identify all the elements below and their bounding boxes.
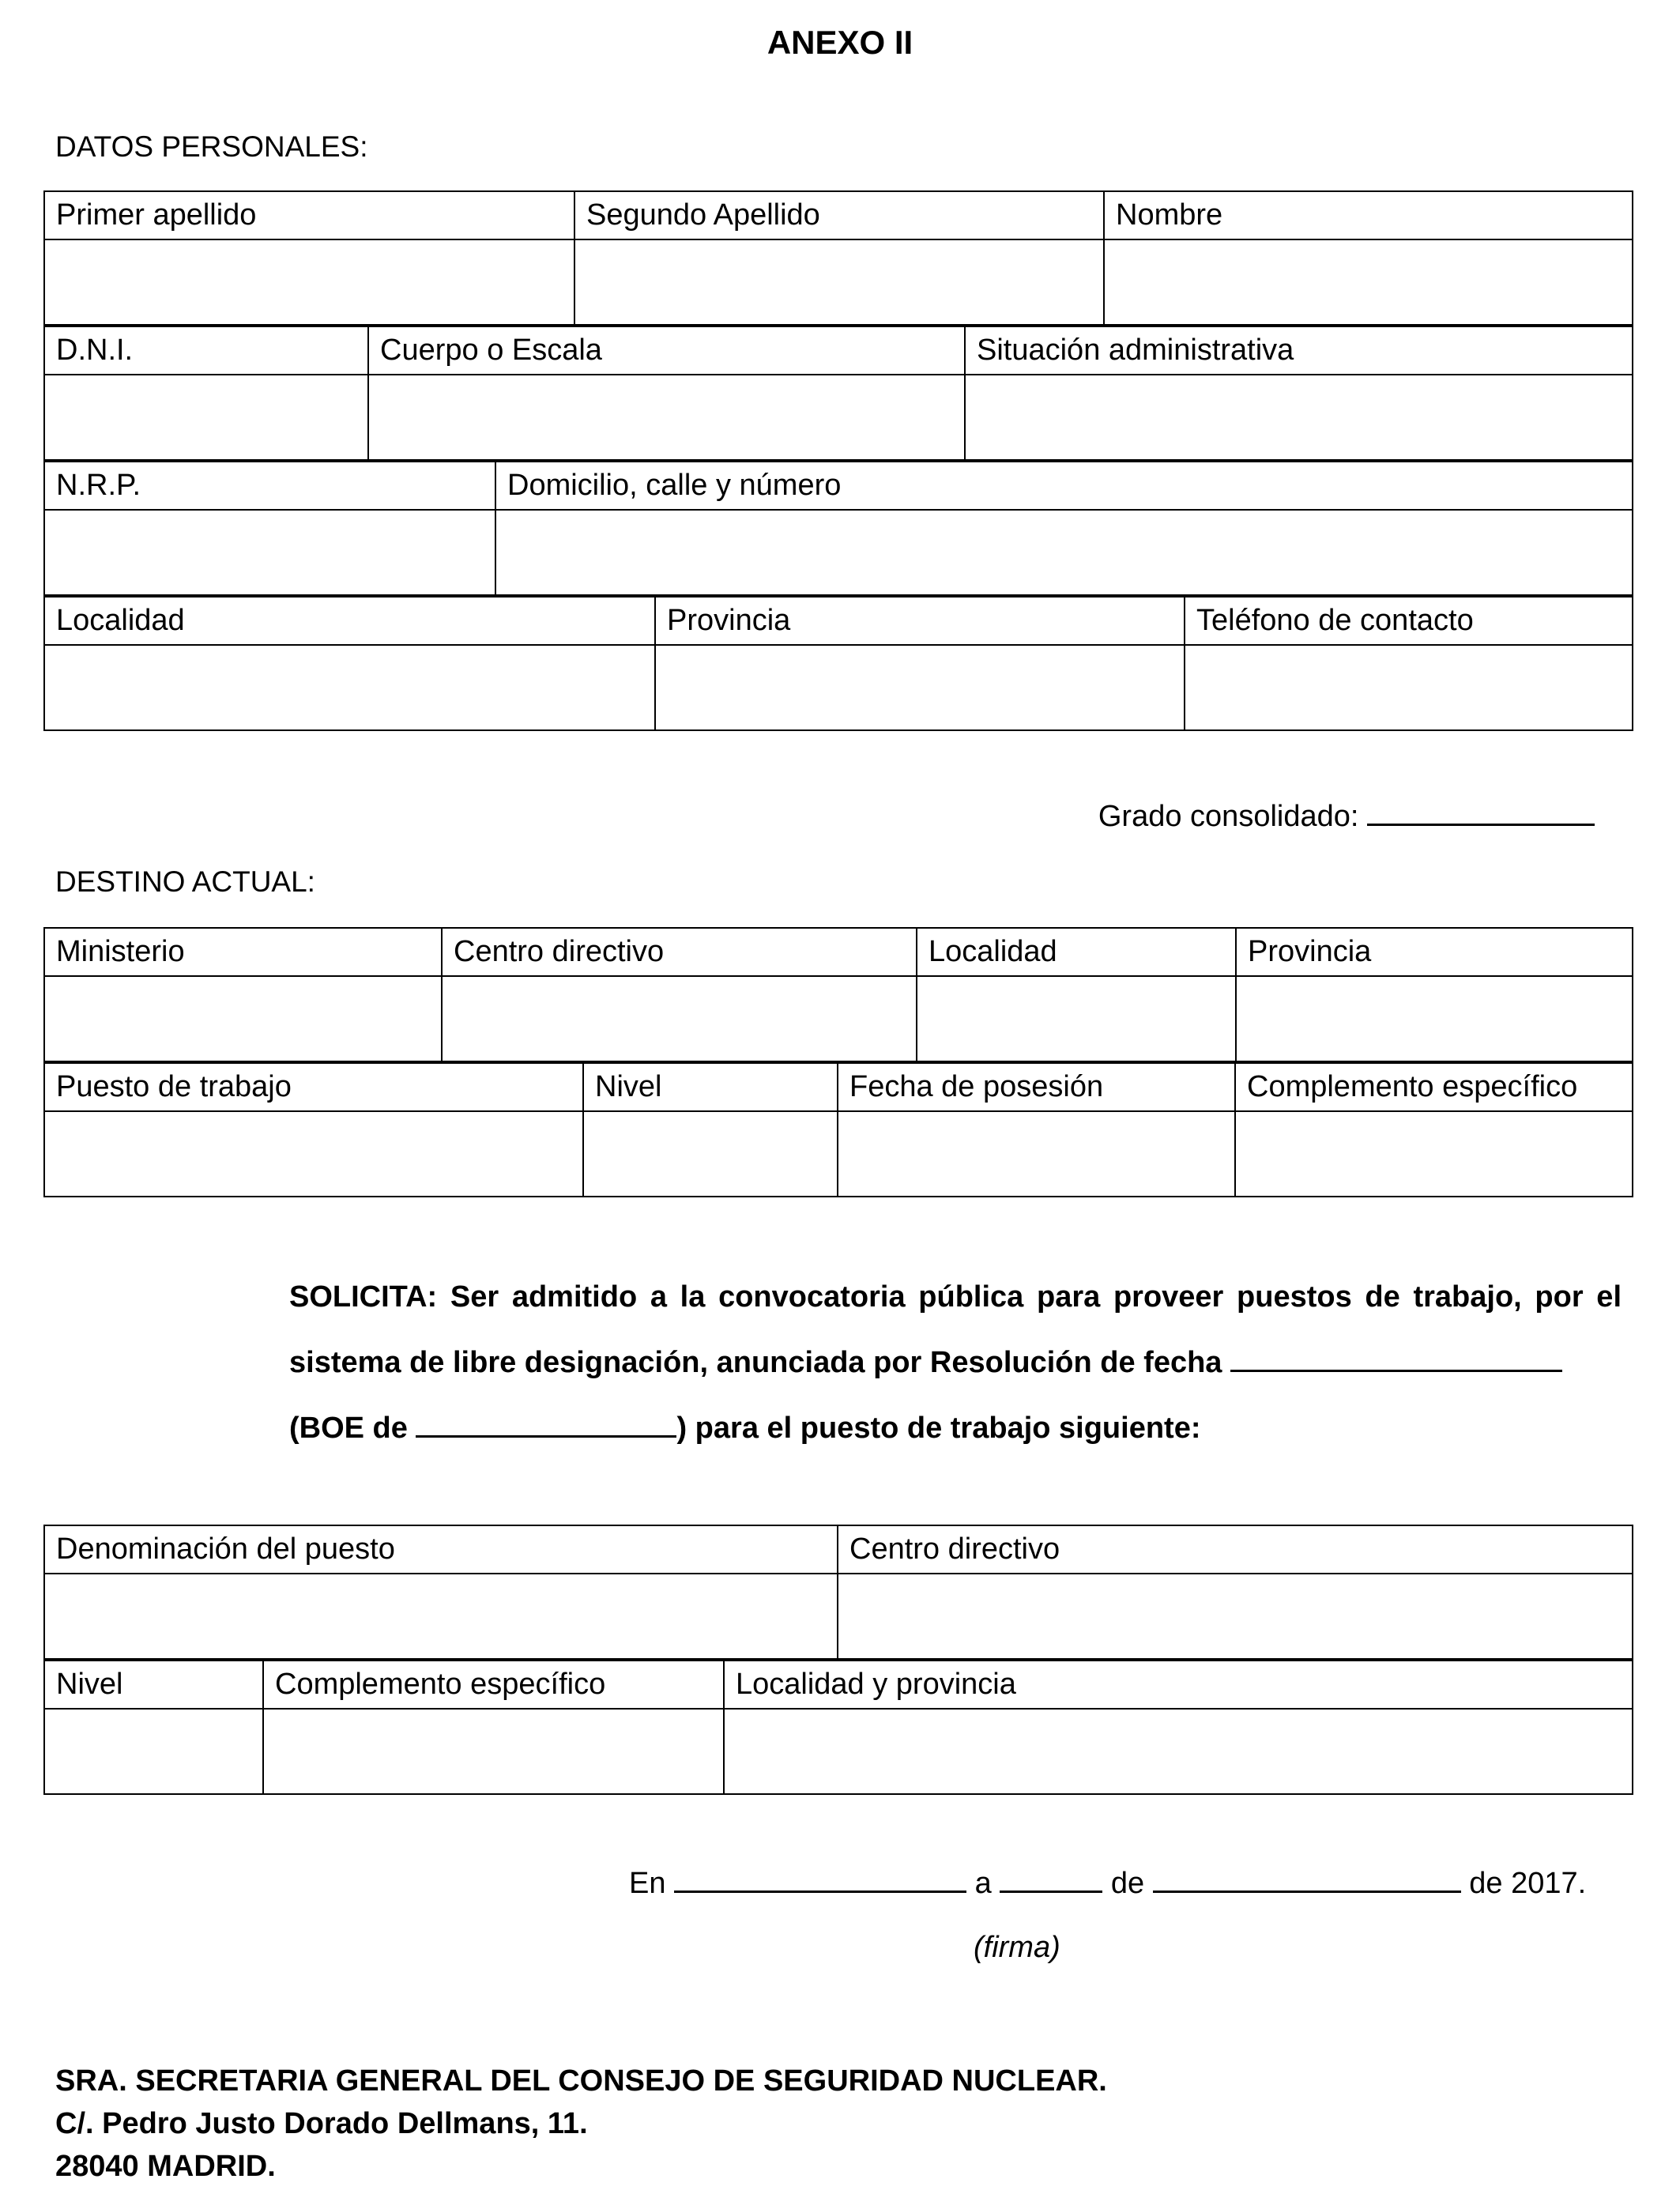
resolucion-fecha-blank[interactable] xyxy=(1230,1346,1562,1372)
field-puesto-trabajo[interactable] xyxy=(44,1111,583,1197)
label-primer-apellido: Primer apellido xyxy=(44,191,574,239)
field-ministerio[interactable] xyxy=(44,976,442,1061)
field-primer-apellido[interactable] xyxy=(44,239,574,325)
label-puesto-complemento: Complemento específico xyxy=(263,1661,724,1709)
puesto-row-1 xyxy=(43,1525,1633,1660)
label-destino-localidad: Localidad xyxy=(917,928,1236,976)
label-nivel: Nivel xyxy=(583,1063,838,1111)
field-complemento-especifico[interactable] xyxy=(1235,1111,1633,1197)
month-blank[interactable] xyxy=(1153,1867,1461,1893)
destino-actual-row-1 xyxy=(43,927,1633,1062)
label-nombre: Nombre xyxy=(1104,191,1633,239)
field-destino-localidad[interactable] xyxy=(917,976,1236,1061)
field-puesto-complemento[interactable] xyxy=(263,1709,724,1794)
label-provincia: Provincia xyxy=(655,597,1185,645)
field-nombre[interactable] xyxy=(1104,239,1633,325)
datos-personales-row-1 xyxy=(43,190,1633,326)
datos-personales-row-4 xyxy=(43,596,1633,731)
destino-actual-row-2 xyxy=(43,1062,1633,1197)
field-puesto-nivel[interactable] xyxy=(44,1709,263,1794)
grado-consolidado-label: Grado consolidado: xyxy=(1098,800,1359,833)
field-domicilio[interactable] xyxy=(495,510,1633,595)
label-dni: D.N.I. xyxy=(44,326,368,375)
field-telefono[interactable] xyxy=(1185,645,1633,730)
label-telefono: Teléfono de contacto xyxy=(1185,597,1633,645)
field-dni[interactable] xyxy=(44,375,368,460)
label-situacion-administrativa: Situación administrativa xyxy=(965,326,1633,375)
field-fecha-posesion[interactable] xyxy=(838,1111,1235,1197)
field-centro-directivo[interactable] xyxy=(442,976,917,1061)
solicita-text-end: ) para el puesto de trabajo siguiente: xyxy=(676,1412,1201,1445)
field-cuerpo-escala[interactable] xyxy=(368,375,965,460)
day-blank[interactable] xyxy=(1000,1867,1102,1893)
label-nrp: N.R.P. xyxy=(44,462,495,510)
field-situacion-administrativa[interactable] xyxy=(965,375,1633,460)
field-nivel[interactable] xyxy=(583,1111,838,1197)
label-puesto-centro-directivo: Centro directivo xyxy=(838,1525,1633,1574)
datos-personales-row-2 xyxy=(43,326,1633,461)
field-destino-provincia[interactable] xyxy=(1236,976,1633,1061)
field-localidad[interactable] xyxy=(44,645,655,730)
date-year-label: de 2017. xyxy=(1469,1867,1587,1900)
field-denominacion-puesto[interactable] xyxy=(44,1574,838,1659)
label-puesto-trabajo: Puesto de trabajo xyxy=(44,1063,583,1111)
label-puesto-nivel: Nivel xyxy=(44,1661,263,1709)
document-title: ANEXO II xyxy=(767,24,913,61)
address-line-1: SRA. SECRETARIA GENERAL DEL CONSEJO DE SEGURIDAD NUCLEAR. xyxy=(55,2064,1107,2098)
field-segundo-apellido[interactable] xyxy=(574,239,1104,325)
label-complemento-especifico: Complemento específico xyxy=(1235,1063,1633,1111)
label-cuerpo-escala: Cuerpo o Escala xyxy=(368,326,965,375)
datos-personales-row-3 xyxy=(43,461,1633,596)
label-ministerio: Ministerio xyxy=(44,928,442,976)
solicita-text: Ser admitido a la convocatoria pública para proveer puestos de trabajo, por el sistema de libre designación, anunciada por Resolución de fecha xyxy=(289,1280,1622,1379)
place-blank[interactable] xyxy=(674,1867,966,1893)
label-centro-directivo: Centro directivo xyxy=(442,928,917,976)
solicita-label: SOLICITA: xyxy=(289,1280,438,1314)
section-heading-datos-personales: DATOS PERSONALES: xyxy=(55,130,368,163)
label-domicilio: Domicilio, calle y número xyxy=(495,462,1633,510)
date-a-label: a xyxy=(974,1867,992,1900)
address-line-2: C/. Pedro Justo Dorado Dellmans, 11. xyxy=(55,2107,588,2140)
label-fecha-posesion: Fecha de posesión xyxy=(838,1063,1235,1111)
date-line xyxy=(629,1867,1586,1901)
label-localidad: Localidad xyxy=(44,597,655,645)
field-puesto-centro-directivo[interactable] xyxy=(838,1574,1633,1659)
label-destino-provincia: Provincia xyxy=(1236,928,1633,976)
date-en-label: En xyxy=(629,1867,666,1900)
field-localidad-provincia[interactable] xyxy=(724,1709,1633,1794)
puesto-row-2 xyxy=(43,1660,1633,1795)
grado-consolidado-blank[interactable] xyxy=(1367,800,1595,826)
field-nrp[interactable] xyxy=(44,510,495,595)
solicita-paragraph xyxy=(289,1265,1622,1461)
label-denominacion-puesto: Denominación del puesto xyxy=(44,1525,838,1574)
boe-fecha-blank[interactable] xyxy=(416,1412,676,1438)
grado-consolidado xyxy=(1098,800,1595,834)
label-localidad-provincia: Localidad y provincia xyxy=(724,1661,1633,1709)
firma-label: (firma) xyxy=(974,1931,1060,1964)
section-heading-destino-actual: DESTINO ACTUAL: xyxy=(55,865,315,898)
date-de-label: de xyxy=(1110,1867,1145,1900)
recipient-address xyxy=(55,2060,1107,2188)
label-segundo-apellido: Segundo Apellido xyxy=(574,191,1104,239)
boe-label: (BOE de xyxy=(289,1412,408,1445)
address-line-3: 28040 MADRID. xyxy=(55,2150,276,2183)
field-provincia[interactable] xyxy=(655,645,1185,730)
